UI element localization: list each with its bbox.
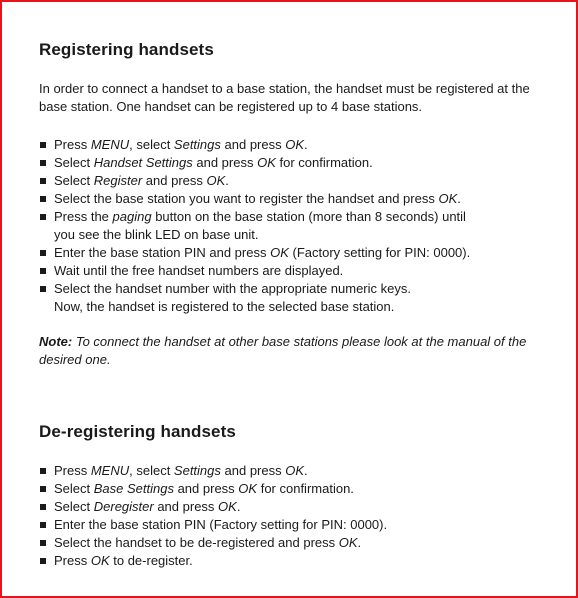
list-item: [39, 534, 559, 552]
registering-steps-list: [39, 136, 559, 316]
step-text: you see the blink LED on base unit.: [54, 227, 259, 242]
step-text: Wait until the free handset numbers are displayed.: [54, 263, 344, 278]
bullet-square-icon: [40, 522, 46, 528]
ui-term: MENU: [90, 463, 130, 478]
note-label: Note:: [39, 334, 73, 349]
step-text: and press: [192, 155, 258, 170]
section-title-deregistering: De-registering handsets: [39, 422, 236, 441]
list-item: [39, 262, 559, 280]
step-text: Select the handset to be de-registered and press: [54, 535, 339, 550]
list-item: [39, 498, 559, 516]
step-text: , select: [129, 463, 174, 478]
step-text: Press: [54, 463, 91, 478]
intro-paragraph: In order to connect a handset to a base station, the handset must be registered at the base station. One handset can be registered up to 4 base stations.: [39, 81, 530, 114]
ui-term: Settings: [173, 137, 221, 152]
bullet-square-icon: [40, 486, 46, 492]
ui-term: OK: [257, 155, 276, 170]
bullet-square-icon: [40, 196, 46, 202]
ui-term: OK: [238, 481, 258, 496]
list-item: [39, 244, 559, 262]
step-text: .: [225, 173, 229, 188]
ui-term: OK: [438, 191, 458, 206]
step-text: Select: [54, 499, 94, 514]
list-item: [39, 190, 559, 208]
bullet-square-icon: [40, 504, 46, 510]
bullet-square-icon: [40, 178, 46, 184]
bullet-square-icon: [40, 214, 46, 220]
ui-term: Deregister: [93, 499, 154, 514]
step-text: Select the handset number with the appropriate numeric keys.: [54, 281, 411, 296]
bullet-square-icon: [40, 250, 46, 256]
step-text: Enter the base station PIN and press: [54, 245, 271, 260]
note-text: To connect the handset at other base stations please look at the manual of the desired one.: [39, 334, 527, 367]
step-text: for confirmation.: [275, 155, 373, 170]
list-item: [39, 462, 559, 480]
step-text: for confirmation.: [257, 481, 354, 496]
list-item: [39, 136, 559, 154]
ui-term: OK: [270, 245, 289, 260]
ui-term: paging: [112, 209, 152, 224]
note-paragraph: [39, 333, 559, 369]
step-text: Select: [54, 481, 94, 496]
section-registering: [39, 40, 559, 369]
section-title-registering: Registering handsets: [39, 40, 214, 59]
step-text: Now, the handset is registered to the selected base station.: [54, 299, 395, 314]
ui-term: MENU: [90, 137, 130, 152]
bullet-square-icon: [40, 160, 46, 166]
step-text: Select: [54, 155, 94, 170]
list-item: [39, 552, 559, 570]
ui-term: OK: [218, 499, 237, 514]
step-text: button on the base station (more than 8 seconds) until: [151, 209, 466, 224]
step-text: and press: [173, 481, 239, 496]
step-text: .: [304, 463, 308, 478]
list-item: [39, 172, 559, 190]
list-item: [39, 516, 559, 534]
list-item: [39, 154, 559, 172]
step-text: Press: [54, 137, 91, 152]
ui-term: Handset Settings: [93, 155, 193, 170]
step-text: .: [236, 499, 241, 514]
step-text: Enter the base station PIN (Factory setting for PIN: 0000).: [54, 517, 388, 532]
step-text: and press: [142, 173, 207, 188]
ui-term: OK: [285, 137, 305, 152]
step-text: Press the: [54, 209, 113, 224]
step-text: Select: [54, 173, 94, 188]
step-text: and press: [153, 499, 219, 514]
section-deregistering: [39, 422, 559, 570]
ui-term: OK: [90, 553, 110, 568]
step-text: .: [357, 535, 362, 550]
step-text: (Factory setting for PIN: 0000).: [288, 245, 471, 260]
ui-term: Settings: [173, 463, 221, 478]
deregistering-steps-list: [39, 462, 559, 570]
step-text: Press: [54, 553, 91, 568]
ui-term: Base Settings: [93, 481, 174, 496]
ui-term: Register: [93, 173, 143, 188]
bullet-square-icon: [40, 142, 46, 148]
step-text: .: [457, 191, 461, 206]
list-item: [39, 280, 559, 316]
step-text: and press: [220, 137, 286, 152]
ui-term: OK: [206, 173, 226, 188]
list-item: [39, 208, 559, 244]
ui-term: OK: [338, 535, 358, 550]
bullet-square-icon: [40, 268, 46, 274]
bullet-square-icon: [40, 286, 46, 292]
list-item: [39, 480, 559, 498]
step-text: to de-register.: [109, 553, 193, 568]
step-text: and press: [220, 463, 286, 478]
bullet-square-icon: [40, 468, 46, 474]
step-text: , select: [129, 137, 174, 152]
ui-term: OK: [285, 463, 305, 478]
step-text: Select the base station you want to register the handset and press: [54, 191, 439, 206]
bullet-square-icon: [40, 558, 46, 564]
step-text: .: [304, 137, 308, 152]
bullet-square-icon: [40, 540, 46, 546]
